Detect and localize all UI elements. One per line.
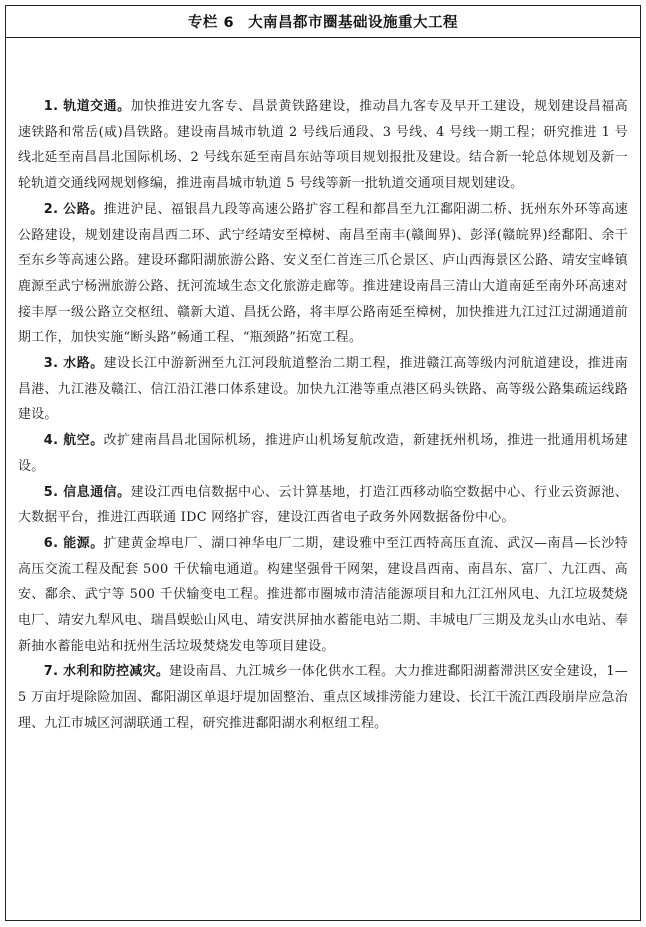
paragraph-heading: 3. 水路。 bbox=[43, 356, 104, 372]
paragraph-aviation bbox=[18, 428, 628, 479]
paragraph-heading: 6. 能源。 bbox=[43, 535, 104, 551]
paragraph-text: 建设南昌、九江城乡一体化供水工程。大力推进鄱阳湖蓄滞洪区安全建设，1—5 万亩圩堤除险加固、鄱阳湖区单退圩堤加固整治、重点区域排涝能力建设、长江干流江西段崩岸应急治理、九江市城区河湖联通工程，研究推进鄱阳湖水利枢纽工程。 bbox=[18, 664, 629, 731]
column-number: 专栏 6 bbox=[187, 15, 235, 31]
paragraph-water-conservancy bbox=[18, 659, 628, 736]
column-header bbox=[6, 6, 640, 38]
paragraph-highways bbox=[18, 197, 628, 351]
paragraph-energy bbox=[18, 531, 628, 660]
column-body bbox=[18, 94, 628, 737]
paragraph-text: 扩建黄金埠电厂、湖口神华电厂二期，建设雅中至江西特高压直流、武汉—南昌—长沙特高压交流工程及配套 500 千伏输电通道。构建坚强骨干网架，建设昌西南、南昌东、富厂、九江西、高安、鄱余、武宁等 500 千伏输变电工程。推进都市圈城市清洁能源项目和九江江州风电、九江垃圾焚烧电厂、靖安九犁风电、瑞昌蜈蚣山风电、靖安洪屏抽水蓄能电站二期、丰城电厂三期及龙头山水电站、奉新抽水蓄能电站和抚州生活垃圾焚烧发电等项目建设。 bbox=[18, 535, 628, 654]
paragraph-text: 改扩建南昌昌北国际机场，推进庐山机场复航改造，新建抚州机场，推进一批通用机场建设。 bbox=[18, 433, 628, 474]
paragraph-text: 建设江西电信数据中心、云计算基地，打造江西移动临空数据中心、行业云资源池、大数据平台，推进江西联通 IDC 网络扩容，建设江西省电子政务外网数据备份中心。 bbox=[18, 484, 628, 526]
paragraph-heading: 5. 信息通信。 bbox=[43, 484, 131, 500]
paragraph-heading: 1. 轨道交通。 bbox=[43, 99, 131, 114]
paragraph-text: 推进沪昆、福银昌九段等高速公路扩容工程和都昌至九江鄱阳湖二桥、抚州东外环等高速公路建设，规划建设南昌西二环、武宁经靖安至樟树、南昌至南丰(赣闽界)、彭泽(赣皖界)经鄱阳、余干至东乡等高速公路。建设环鄱阳湖旅游公路、安义至仁首连三爪仑景区、庐山西海景区公路、靖安宝峰镇鹿源至武宁杨洲旅游公路、抚河流域生态文化旅游走廊等。推进建设南昌三清山大道南延至南外环高速对接丰厚一级公路立交枢纽、赣新大道、昌抚公路，将丰厚公路南延至樟树，加快推进九江过江过湖通道前期工作，加快实施“断头路”畅通工程、“瓶颈路”拓宽工程。 bbox=[18, 201, 628, 346]
paragraph-text: 建设长江中游新洲至九江河段航道整治二期工程，推进赣江高等级内河航道建设，推进南昌港、九江港及赣江、信江沿江港口体系建设。加快九江港等重点港区码头铁路、高等级公路集疏运线路建设。 bbox=[18, 356, 628, 423]
paragraph-text: 加快推进安九客专、昌景黄铁路建设，推动昌九客专及早开工建设，规划建设昌福高速铁路和常岳(咸)昌铁路。建设南昌城市轨道 2 号线后通段、3 号线、4 号线一期工程；研究推进 1 号线北延至南昌昌北国际机场、2 号线东延至南昌东站等项目规划报批及建设。结合新一轮总体规划及新一轮轨道交通线网规划修编，推进南昌城市轨道 5 号线等新一批轨道交通项目规划建设。 bbox=[18, 99, 628, 192]
paragraph-heading: 7. 水利和防控减灾。 bbox=[43, 664, 170, 680]
column-title: 大南昌都市圈基础设施重大工程 bbox=[248, 15, 459, 31]
column-box bbox=[5, 5, 641, 921]
paragraph-rail-transit bbox=[18, 94, 628, 197]
paragraph-heading: 2. 公路。 bbox=[43, 201, 104, 217]
paragraph-heading: 4. 航空。 bbox=[43, 433, 104, 449]
paragraph-information bbox=[18, 480, 628, 531]
paragraph-waterways bbox=[18, 351, 628, 428]
